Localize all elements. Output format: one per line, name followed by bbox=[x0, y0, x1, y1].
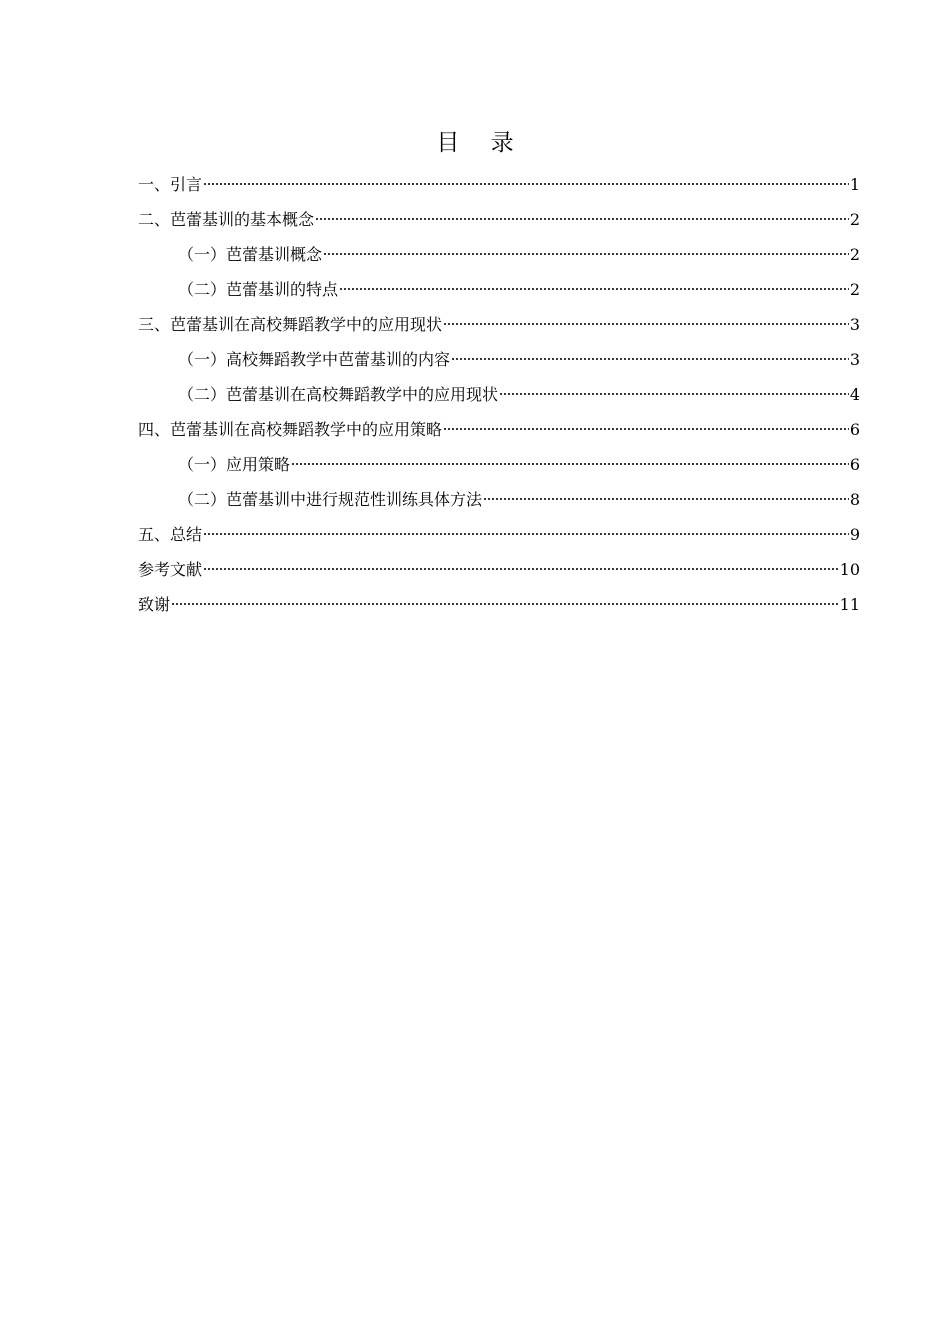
toc-entry-label: 五、总结 bbox=[138, 525, 203, 544]
toc-entry-page: 3 bbox=[849, 350, 860, 369]
toc-entry-page: 2 bbox=[849, 280, 860, 299]
toc-entry[interactable] bbox=[138, 412, 860, 447]
toc-dot-leader bbox=[315, 218, 849, 220]
toc-entry-label: （二）芭蕾基训中进行规范性训练具体方法 bbox=[178, 490, 483, 509]
toc-entry-label: 参考文献 bbox=[138, 560, 203, 579]
toc-entry-label: （二）芭蕾基训的特点 bbox=[178, 280, 339, 299]
toc-entry-page: 11 bbox=[839, 595, 860, 614]
toc-entry-label: 四、芭蕾基训在高校舞蹈教学中的应用策略 bbox=[138, 420, 443, 439]
toc-entry[interactable] bbox=[138, 517, 860, 552]
toc-dot-leader bbox=[203, 533, 849, 535]
toc-entry-page: 4 bbox=[849, 385, 860, 404]
toc-entry[interactable] bbox=[138, 202, 860, 237]
toc-title: 目 录 bbox=[436, 130, 526, 156]
toc-dot-leader bbox=[203, 568, 839, 570]
toc-dot-leader bbox=[499, 393, 849, 395]
toc-entry-label: 二、芭蕾基训的基本概念 bbox=[138, 210, 315, 229]
toc-dot-leader bbox=[171, 603, 839, 605]
toc-dot-leader bbox=[291, 463, 849, 465]
toc-entry[interactable] bbox=[138, 342, 860, 377]
toc-entry-label: 三、芭蕾基训在高校舞蹈教学中的应用现状 bbox=[138, 315, 443, 334]
toc-entry-page: 2 bbox=[849, 245, 860, 264]
toc-entry-page: 8 bbox=[849, 490, 860, 509]
toc-entry-label: 一、引言 bbox=[138, 175, 203, 194]
toc-entry[interactable] bbox=[138, 552, 860, 587]
toc-entry[interactable] bbox=[138, 587, 860, 622]
toc-entry-label: 致谢 bbox=[138, 595, 171, 614]
toc-entry[interactable] bbox=[138, 272, 860, 307]
toc-entry-label: （二）芭蕾基训在高校舞蹈教学中的应用现状 bbox=[178, 385, 499, 404]
toc-entry-label: （一）高校舞蹈教学中芭蕾基训的内容 bbox=[178, 350, 451, 369]
toc-dot-leader bbox=[451, 358, 849, 360]
toc-entry-page: 3 bbox=[849, 315, 860, 334]
toc-dot-leader bbox=[339, 288, 849, 290]
toc-entry-page: 9 bbox=[849, 525, 860, 544]
toc-entry[interactable] bbox=[138, 447, 860, 482]
toc-dot-leader bbox=[483, 498, 849, 500]
toc-entry-page: 6 bbox=[849, 420, 860, 439]
toc-entry-page: 1 bbox=[849, 175, 860, 194]
toc-entry-page: 2 bbox=[849, 210, 860, 229]
toc-entry-label: （一）芭蕾基训概念 bbox=[178, 245, 323, 264]
toc-entry-label: （一）应用策略 bbox=[178, 455, 291, 474]
table-of-contents bbox=[138, 167, 860, 622]
toc-entry-page: 6 bbox=[849, 455, 860, 474]
toc-dot-leader bbox=[323, 253, 849, 255]
toc-entry-page: 10 bbox=[839, 560, 860, 579]
toc-dot-leader bbox=[443, 428, 849, 430]
toc-dot-leader bbox=[203, 183, 849, 185]
toc-dot-leader bbox=[443, 323, 849, 325]
toc-entry[interactable] bbox=[138, 482, 860, 517]
toc-entry[interactable] bbox=[138, 167, 860, 202]
toc-entry[interactable] bbox=[138, 237, 860, 272]
toc-entry[interactable] bbox=[138, 377, 860, 412]
toc-entry[interactable] bbox=[138, 307, 860, 342]
